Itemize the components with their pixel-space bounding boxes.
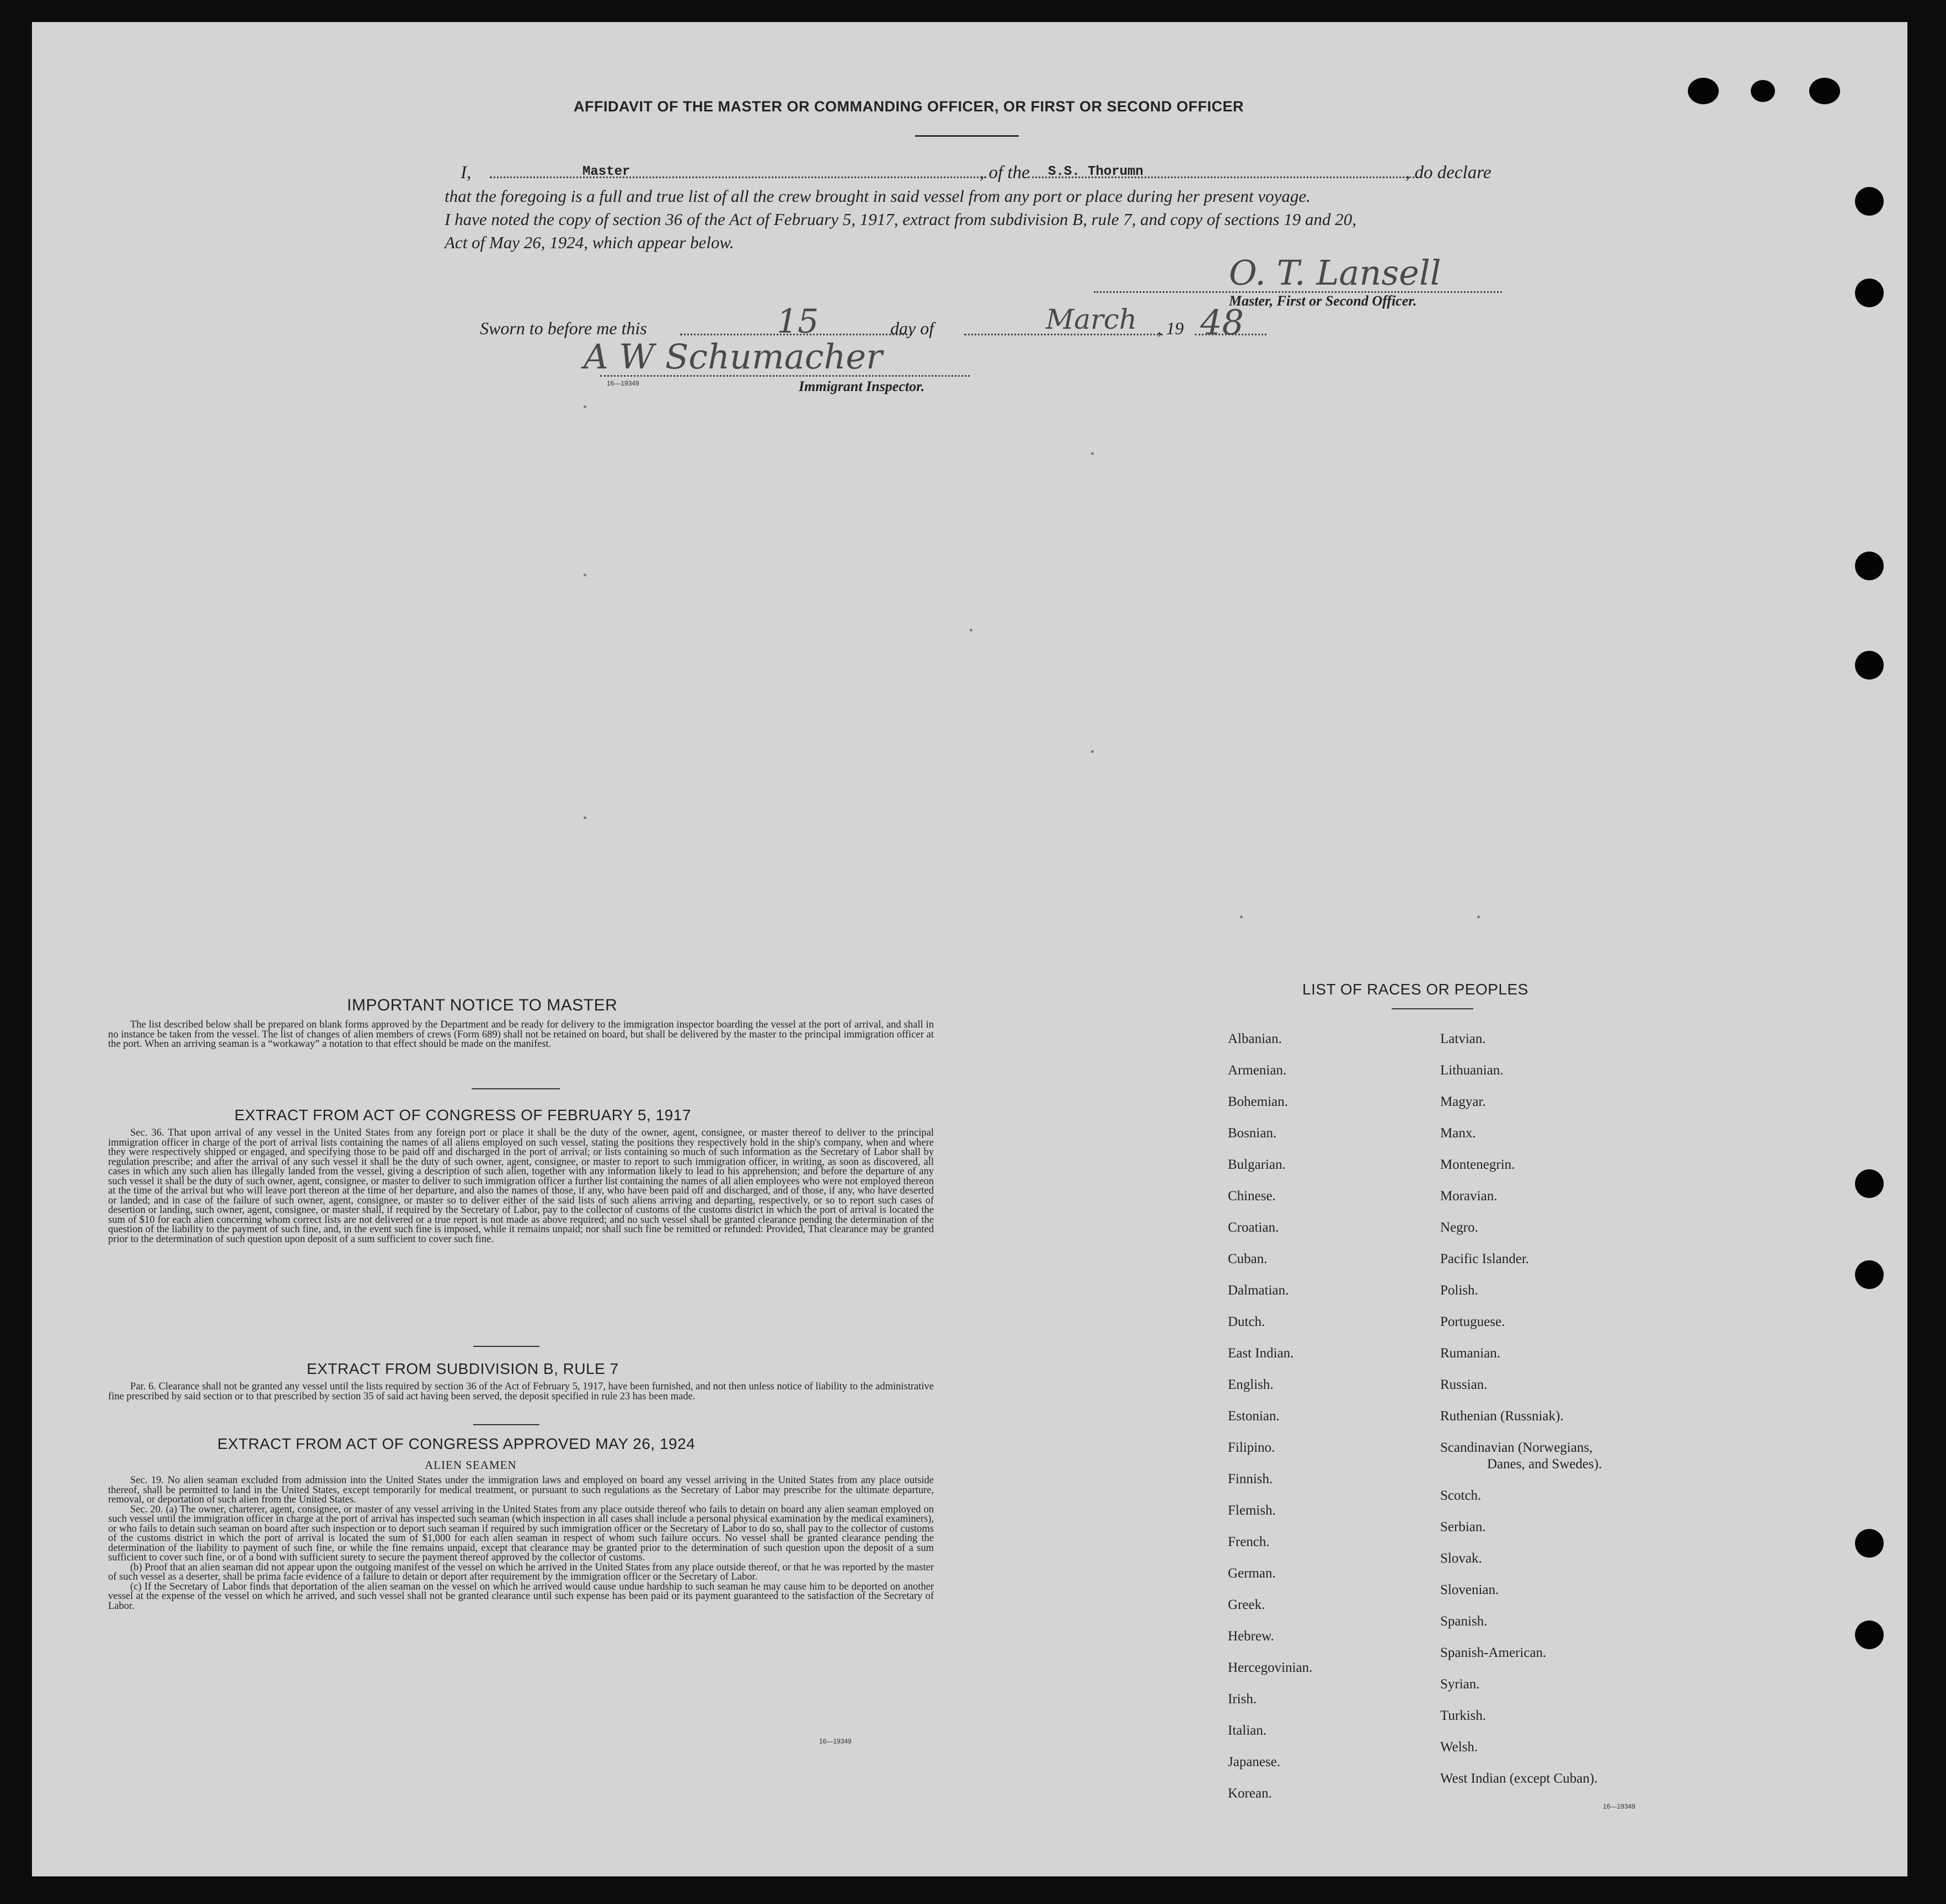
race-item: Dalmatian. <box>1228 1283 1289 1298</box>
race-item: Finnish. <box>1228 1472 1273 1486</box>
race-item: Cuban. <box>1228 1251 1268 1266</box>
affidavit-line-3: I have noted the copy of section 36 of the Act of February 5, 1917, extract from subdivision B, rule 7, and copy of sections 19 and 20, <box>445 210 1357 229</box>
notice-title: IMPORTANT NOTICE TO MASTER <box>347 996 618 1014</box>
sworn-day-of: day of <box>890 318 934 338</box>
bleed-mark <box>1477 916 1480 918</box>
race-item: Estonian. <box>1228 1409 1280 1424</box>
sec-20c-paragraph: (c) If the Secretary of Labor finds that deportation of the alien seaman on the vessel on which he arrived would cause undue hardship to such seaman he may cause him to be deported on another vessel at the expense of the vessel on which he arrived, and such vessel shall not be granted clearance until such expense has been paid or its payment guaranteed to the satisfaction of the Secretary of Labor. <box>108 1581 934 1612</box>
race-item: Spanish. <box>1440 1614 1488 1629</box>
punch-hole <box>1809 78 1840 104</box>
extract-form-number: 16—19349 <box>819 1737 852 1745</box>
race-item: Filipino. <box>1228 1440 1275 1455</box>
punch-hole <box>1855 1169 1884 1198</box>
race-item: Hebrew. <box>1228 1629 1274 1644</box>
inspector-caption: Immigrant Inspector. <box>799 378 925 394</box>
race-item: Moravian. <box>1440 1189 1498 1204</box>
sworn-year-prefix: , 19 <box>1157 318 1184 338</box>
race-item: Latvian. <box>1440 1031 1486 1046</box>
rule-7-text <box>108 1382 934 1402</box>
race-item: Russian. <box>1440 1377 1488 1392</box>
sec-20b-paragraph: (b) Proof that an alien seaman did not appear upon the outgoing manifest of the vessel on which he arrived in the United States from any place outside thereof, or that he was reported by the master of such vessel as a deserter, shall be prima facie evidence of a failure to detain or deport after requirement by the immigration officer or the Secretary of Labor. <box>108 1561 934 1582</box>
race-item: Armenian. <box>1228 1063 1287 1078</box>
race-item: Magyar. <box>1440 1094 1486 1109</box>
race-item: Rumanian. <box>1440 1346 1501 1361</box>
bleed-mark <box>970 629 972 632</box>
race-item: Pacific Islander. <box>1440 1251 1530 1266</box>
sec-19-paragraph: Sec. 19. No alien seaman excluded from admission into the United States under the immigration laws and employed on board any vessel arriving in the United States from any place outside thereof, shall be permitted to land in the United States, except temporarily for medical treatment, or pursuant to such regulations as the Secretary of Labor may prescribe for the ultimate departure, removal, or deportation of such alien from the United States. <box>108 1475 934 1505</box>
race-item: Bohemian. <box>1228 1094 1289 1109</box>
sworn-year-value: 48 <box>1200 302 1244 343</box>
affidavit-title-rule <box>915 135 1019 137</box>
race-item: Greek. <box>1228 1597 1265 1612</box>
punch-hole <box>1855 1620 1884 1649</box>
race-item: Slovenian. <box>1440 1582 1499 1597</box>
races-title-rule <box>1392 1008 1473 1009</box>
affidavit-line-4: Act of May 26, 1924, which appear below. <box>445 233 734 252</box>
race-item: East Indian. <box>1228 1346 1294 1361</box>
race-item: Irish. <box>1228 1692 1257 1707</box>
bleed-mark <box>584 574 586 576</box>
master-name-line <box>490 177 986 178</box>
race-item: Dutch. <box>1228 1314 1265 1329</box>
notice-rule <box>472 1088 560 1089</box>
race-item: Polish. <box>1440 1283 1478 1298</box>
race-item: Bosnian. <box>1228 1126 1277 1141</box>
extract-1917-text <box>108 1129 934 1244</box>
race-item: Croatian. <box>1228 1220 1279 1235</box>
race-item: English. <box>1228 1377 1274 1392</box>
officer-signature: O. T. Lansell <box>1229 253 1441 293</box>
punch-hole <box>1855 187 1884 216</box>
race-item: Portuguese. <box>1440 1314 1505 1329</box>
affidavit-i: I, <box>461 163 472 183</box>
race-item: West Indian (except Cuban). <box>1440 1771 1598 1786</box>
bleed-mark <box>1091 452 1094 455</box>
race-item: Danes, and Swedes). <box>1487 1457 1602 1472</box>
of-the-label: , of the <box>980 163 1030 183</box>
race-item: Albanian. <box>1228 1031 1282 1046</box>
race-item: Turkish. <box>1440 1708 1487 1723</box>
race-item: Spanish-American. <box>1440 1645 1547 1660</box>
race-item: Manx. <box>1440 1126 1476 1141</box>
extract-1924-text <box>108 1476 934 1611</box>
punch-hole <box>1855 552 1884 580</box>
race-item: Scandinavian (Norwegians, <box>1440 1440 1593 1455</box>
master-name-value: Master <box>582 164 630 179</box>
inspector-form-number: 16—19349 <box>607 379 639 387</box>
bleed-mark <box>1240 916 1243 918</box>
extract-1917-title: EXTRACT FROM ACT OF CONGRESS OF FEBRUARY 5, 1917 <box>234 1106 691 1124</box>
race-item: Scotch. <box>1440 1488 1482 1503</box>
officer-caption: Master, First or Second Officer. <box>1229 293 1417 309</box>
rule-7-title: EXTRACT FROM SUBDIVISION B, RULE 7 <box>307 1360 619 1377</box>
punch-hole <box>1855 279 1884 307</box>
race-item: Montenegrin. <box>1440 1157 1515 1172</box>
affidavit-title: AFFIDAVIT OF THE MASTER OR COMMANDING OFFICER, OR FIRST OR SECOND OFFICER <box>574 98 1244 115</box>
punch-hole <box>1751 80 1775 102</box>
sworn-day-value: 15 <box>777 302 819 341</box>
race-item: Bulgarian. <box>1228 1157 1286 1172</box>
race-item: Flemish. <box>1228 1503 1276 1518</box>
alien-seamen-subtitle: ALIEN SEAMEN <box>425 1458 517 1472</box>
sworn-month-value: March <box>1046 303 1137 335</box>
sworn-prefix: Sworn to before me this <box>480 318 647 338</box>
race-item: Hercegovinian. <box>1228 1660 1313 1675</box>
race-item: Ruthenian (Russniak). <box>1440 1409 1564 1424</box>
race-item: Italian. <box>1228 1723 1267 1738</box>
race-item: Slovak. <box>1440 1551 1482 1566</box>
race-item: Serbian. <box>1440 1520 1486 1534</box>
par-6-paragraph: Par. 6. Clearance shall not be granted any vessel until the lists required by section 36 of the Act of February 5, 1917, have been furnished, and not then unless notice of liability to the administrative fine prescribed by said section or to that prescribed by section 35 of said act having been served, the deposit specified in rule 23 has been made. <box>108 1381 934 1402</box>
punch-hole <box>1855 651 1884 680</box>
race-item: Lithuanian. <box>1440 1063 1504 1078</box>
rule-7-rule <box>473 1424 539 1425</box>
manifest-page <box>32 22 1907 1876</box>
vessel-name-value: S.S. Thorumn <box>1048 164 1143 179</box>
race-item: Chinese. <box>1228 1189 1276 1204</box>
race-item: French. <box>1228 1534 1270 1549</box>
race-item: German. <box>1228 1566 1276 1581</box>
race-item: Korean. <box>1228 1786 1272 1801</box>
races-title: LIST OF RACES OR PEOPLES <box>1302 981 1528 998</box>
notice-text <box>108 1020 934 1050</box>
bleed-mark <box>584 816 586 819</box>
punch-hole <box>1855 1260 1884 1289</box>
races-form-number: 16—19349 <box>1603 1803 1635 1810</box>
race-item: Japanese. <box>1228 1755 1281 1769</box>
inspector-signature: A W Schumacher <box>584 336 883 377</box>
affidavit-line-2: that the foregoing is a full and true list of all the crew brought in said vessel from any port or place during her present voyage. <box>445 186 1311 206</box>
bleed-mark <box>584 405 586 408</box>
race-item: Negro. <box>1440 1220 1478 1235</box>
sec-36-paragraph: Sec. 36. That upon arrival of any vessel in the United States from any foreign port or place it shall be the duty of the owner, agent, consignee, or master thereof to deliver to the principal immigration officer in charge of the port of arrival lists containing the names of all aliens employed on such vessel, stating the positions they respectively hold in the ship's company, when and where they were respectively shipped or engaged, and specifying those to be paid off and discharged in the port of arrival; or lists containing so much of such information as the Secretary of Labor shall by regulation prescribe; and after the arrival of any such vessel it shall be the duty of such owner, agent, consignee, or master to report to such immigration officer, in writing, as soon as discovered, all cases in which any such alien has illegally landed from the vessel, giving a description of such alien, together with any information likely to lead to his apprehension; and before the departure of any such vessel it shall be the duty of such owner, agent, consignee, or master to deliver to such immigration officer a further list containing the names of all alien employees who were not employed thereon at the time of the arrival but who will leave port thereon at the time of her departure, and also the names of those, if any, who have been paid off and discharged, and of those, if any, who have deserted or landed; and in case of the failure of such owner, agent, consignee, or master so to deliver either of the said lists of such aliens arriving and departing, respectively, or so to report such cases of desertion or landing, such owner, agent, consignee, or master shall, if required by the Secretary of Labor, pay to the collector of customs of the customs district in which the port of arrival is located the sum of $10 for each alien concerning whom correct lists are not delivered or a true report is not made as above required; and no such vessel shall be granted clearance pending the determination of the question of the liability to the payment of such fine, and, in the event such fine is imposed, while it remains unpaid; nor shall such fine be remitted or refunded: Provided, That clearance may be granted prior to the determination of such question upon deposit of a sum sufficient to cover such fine. <box>108 1127 934 1245</box>
sec-20a-paragraph: Sec. 20. (a) The owner, charterer, agent, consignee, or master of any vessel arriving in the United States from any place outside thereof who fails to detain on board any alien seaman employed on such vessel until the immigration officer in charge at the port of arrival has inspected such seaman (which inspection in all cases shall include a personal physical examination by the medical examiners), or who fails to detain such seaman on board after such inspection or to deport such seaman if required by such immigration officer or the Secretary of Labor to do so, shall pay to the collector of customs of the customs district in which the port of arrival is located the sum of $1,000 for each alien seaman in respect of whom such failure occurs. No vessel shall be granted clearance pending the determination of the liability to payment of such fine, or while the fine remains unpaid, except that clearance may be granted prior to the determination of such question upon the deposit of a sum sufficient to cover such fine, or of a bond with sufficient surety to secure the payment thereof approved by the collector of customs. <box>108 1504 934 1563</box>
race-item: Syrian. <box>1440 1677 1480 1692</box>
bleed-mark <box>1091 750 1094 753</box>
notice-paragraph: The list described below shall be prepared on blank forms approved by the Department and be ready for delivery to the immigration inspector boarding the vessel at the port of arrival, and shall in no instance be taken from the vessel. The list of changes of alien members of crews (Form 689) shall not be retained on board, but shall be delivered by the master to the principal immigration officer at the port. When an arriving seaman is a “workaway” a notation to that effect should be made on the manifest. <box>108 1019 934 1050</box>
extract-1924-title: EXTRACT FROM ACT OF CONGRESS APPROVED MAY 26, 1924 <box>217 1435 696 1452</box>
do-declare-label: , do declare <box>1405 163 1491 183</box>
punch-hole <box>1688 78 1719 104</box>
race-item: Welsh. <box>1440 1740 1478 1755</box>
punch-hole <box>1855 1529 1884 1558</box>
extract-1917-rule <box>473 1346 539 1347</box>
